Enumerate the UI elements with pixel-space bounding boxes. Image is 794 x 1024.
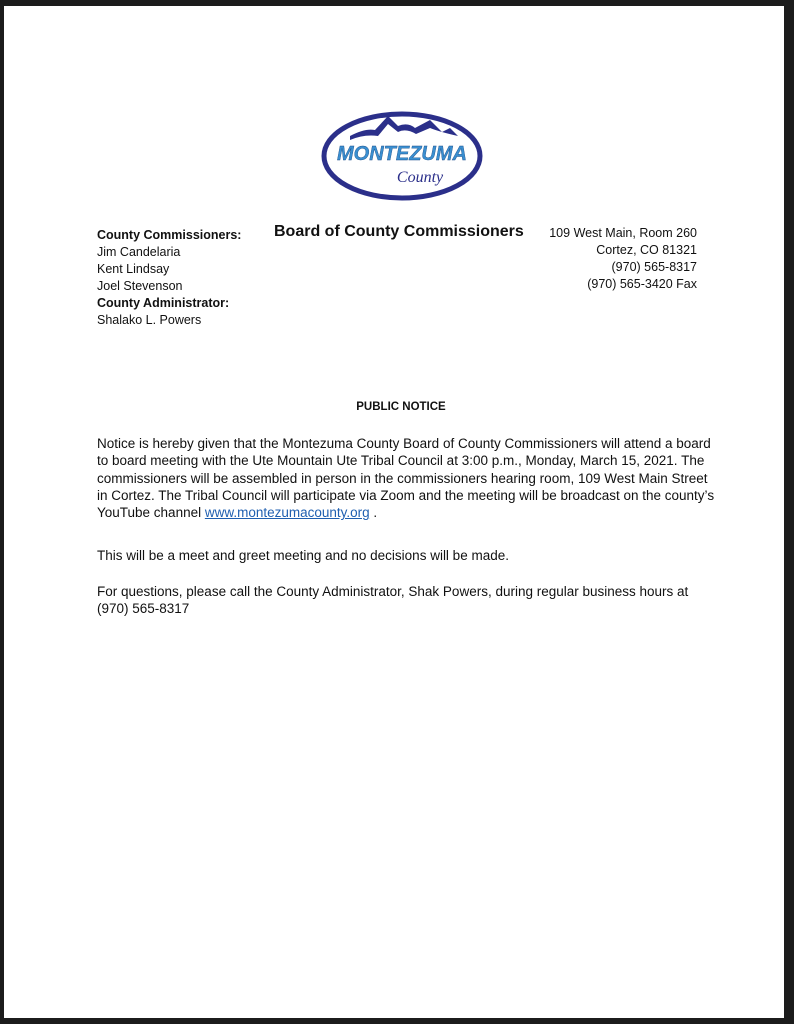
address-block (549, 225, 697, 293)
document-page (4, 6, 784, 1018)
commissioner-name: Jim Candelaria (97, 245, 181, 259)
administrator-name: Shalako L. Powers (97, 313, 202, 327)
logo-wordmark: MONTEZUMA (337, 143, 467, 165)
commissioner-name: Kent Lindsay (97, 262, 170, 276)
commissioners-heading: County Commissioners: (97, 228, 242, 242)
board-title: Board of County Commissioners (274, 223, 524, 240)
montezuma-county-logo (320, 106, 484, 202)
paragraph-1-end: . (369, 505, 378, 521)
notice-paragraph-2: This will be a meet and greet meeting and no decisions will be made. (97, 548, 509, 563)
commissioner-name: Joel Stevenson (97, 279, 183, 293)
notice-title: PUBLIC NOTICE (356, 401, 446, 413)
logo-script: County (396, 169, 444, 186)
fax-number: (970) 565-3420 Fax (587, 277, 697, 291)
notice-paragraph-1 (97, 435, 717, 521)
address-line: Cortez, CO 81321 (596, 243, 697, 257)
paragraph-1-text: Notice is hereby given that the Montezuma County Board of County Commissioners will attend a board to board meeting with the Ute Mountain Ute Tribal Council at 3:00 p.m., Monday, March 15, 2021. The commissioners will be assembled in person in the commissioners hearing room, 109 West Main Street in Cortez. The Tribal Council will participate via Zoom and the meeting will be broadcast on the county’s YouTube channel (97, 436, 715, 521)
county-website-link[interactable]: www.montezumacounty.org (204, 505, 370, 521)
administrator-heading: County Administrator: (97, 296, 230, 310)
notice-paragraph-3: For questions, please call the County Administrator, Shak Powers, during regular business hours at (970) 565-8317 (97, 584, 689, 617)
address-line: 109 West Main, Room 260 (549, 226, 697, 240)
commissioners-block (97, 227, 241, 329)
phone-number: (970) 565-8317 (611, 260, 697, 274)
